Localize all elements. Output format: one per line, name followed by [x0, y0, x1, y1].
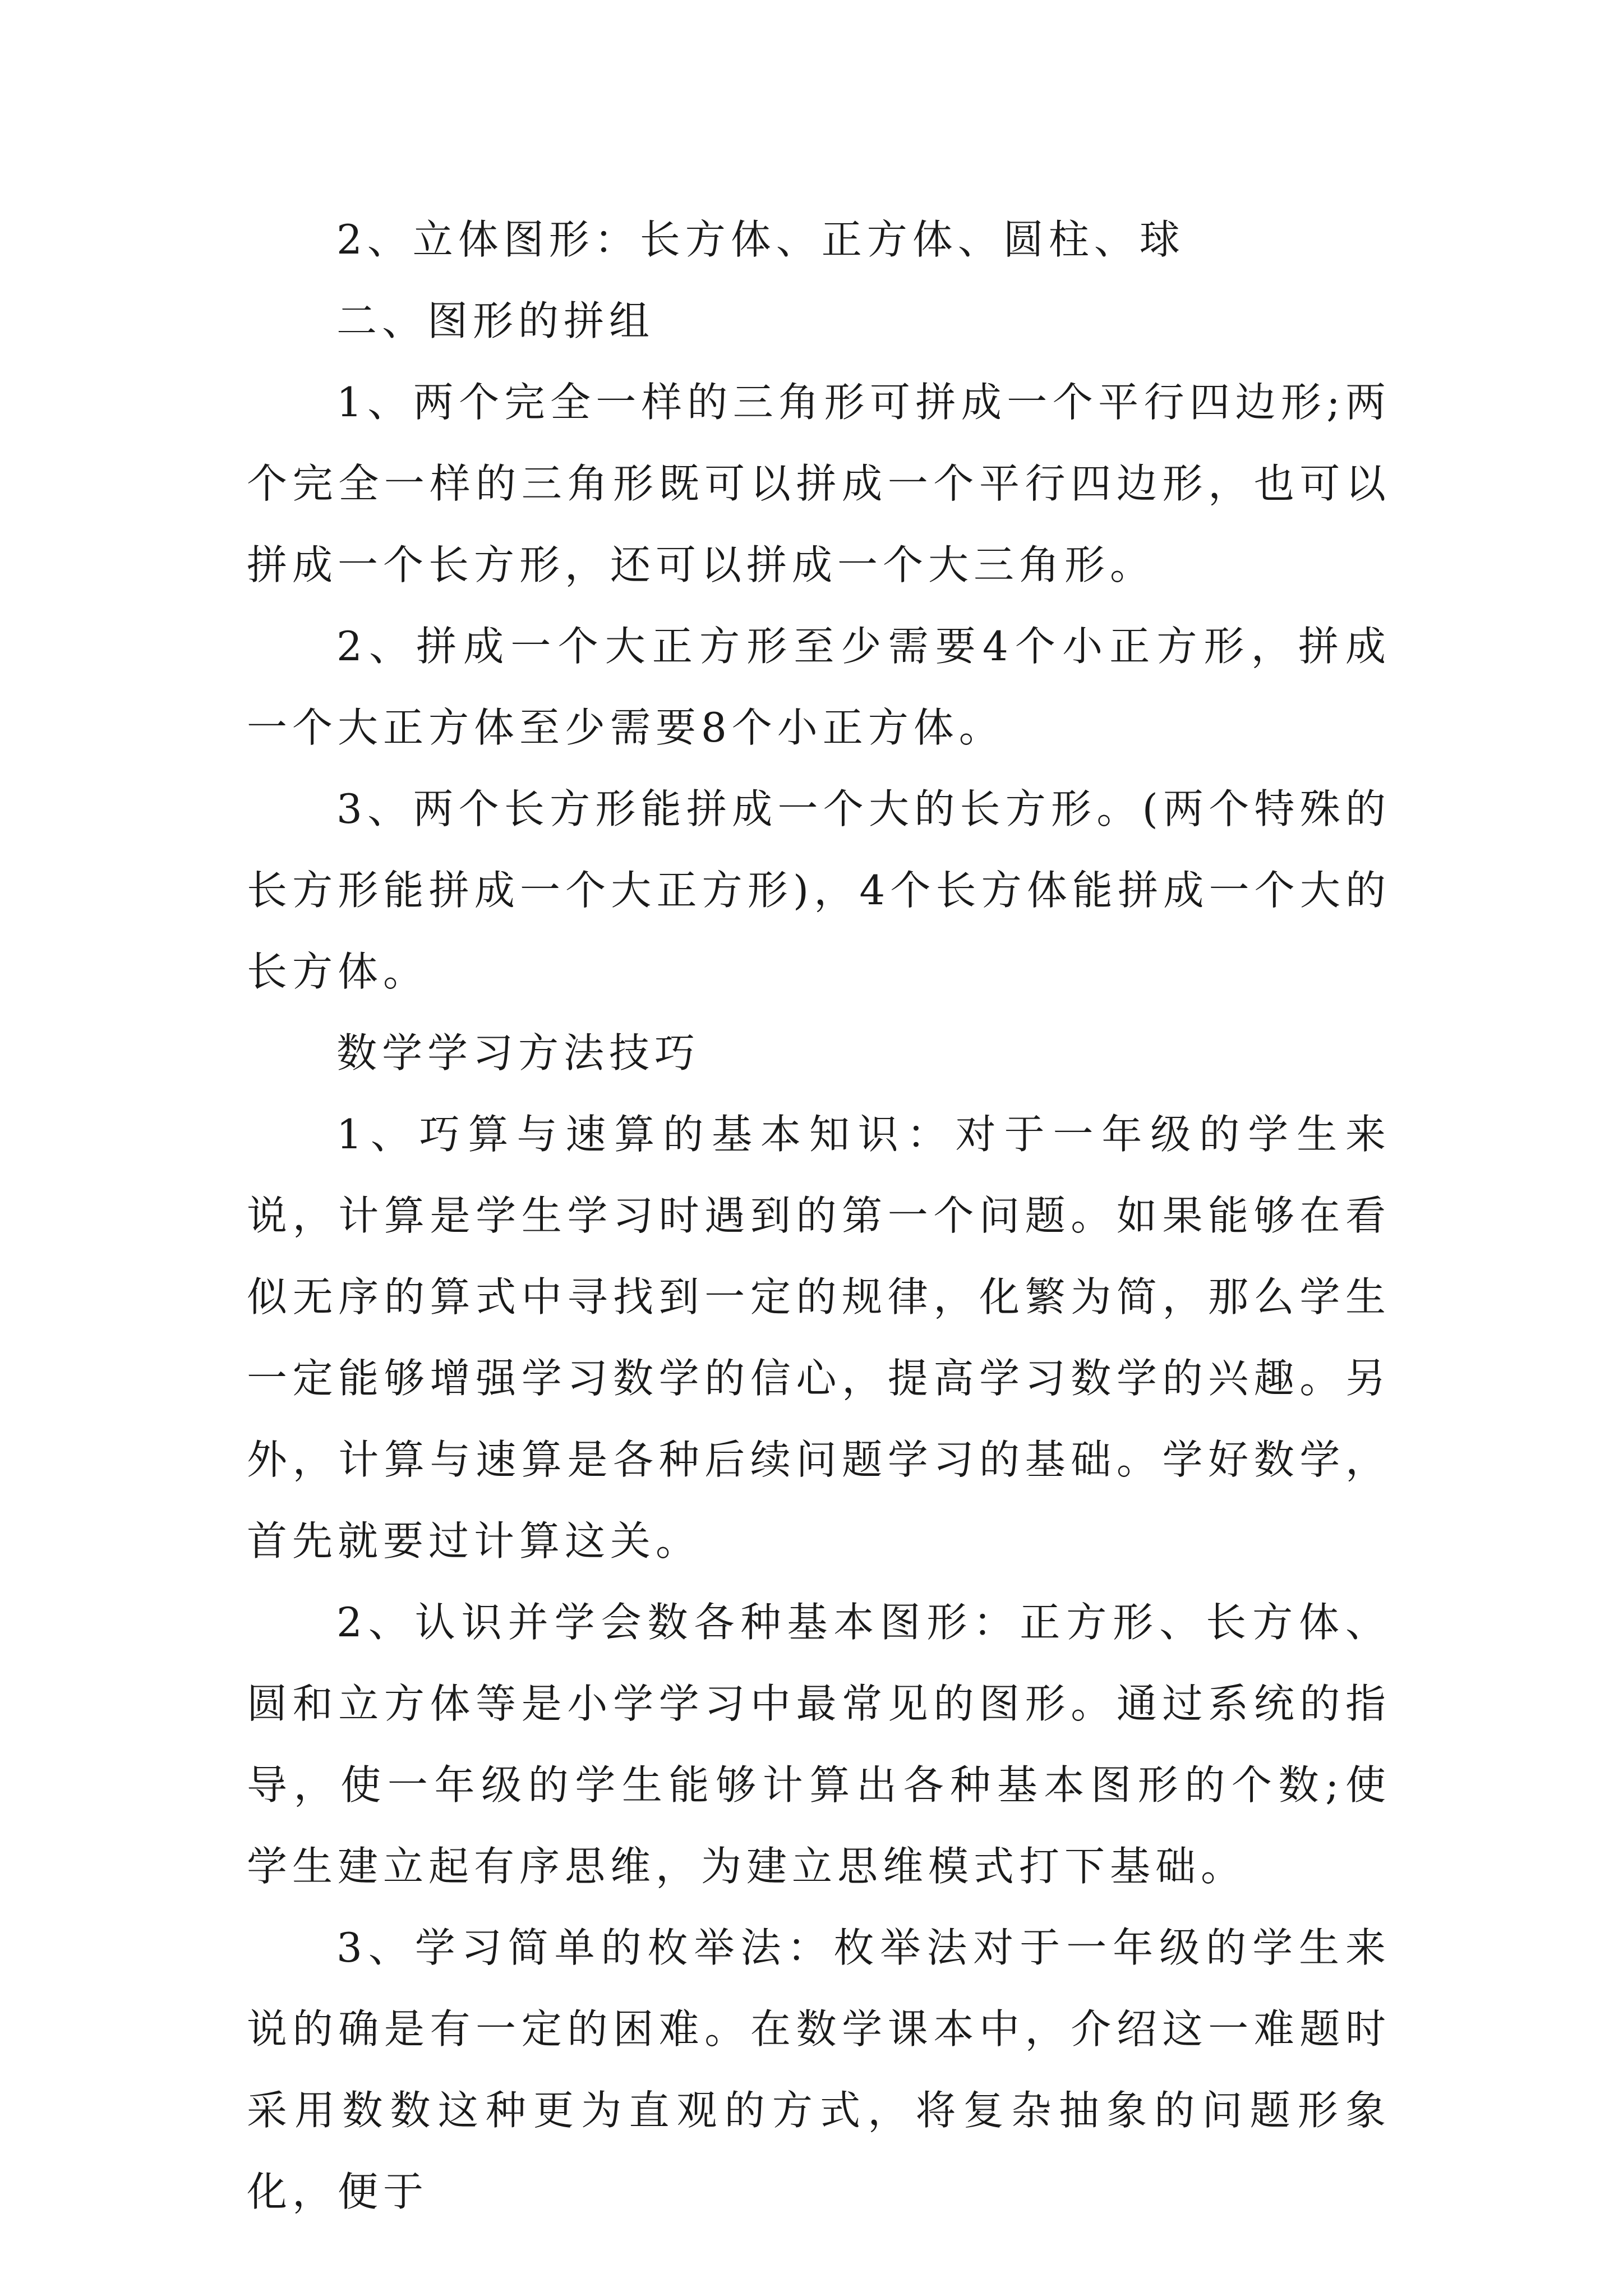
- section-heading-methods: 数学学习方法技巧: [336, 1029, 700, 1076]
- section-heading-combination: 二、图形的拼组: [336, 297, 655, 344]
- paragraph-solid-shapes: 2、立体图形：长方体、正方体、圆柱、球: [336, 216, 1185, 263]
- paragraph-enumeration: 3、学习简单的枚举法：枚举法对于一年级的学生来说的确是有一定的困难。在数学课本中，介绍这一难题时采用数数这种更为直观的方式，将复杂抽象的问题形象化，便于: [247, 1924, 1391, 2215]
- paragraph-rectangles: 3、两个长方形能拼成一个大的长方形。(两个特殊的长方形能拼成一个大正方形)，4个长方体能拼成一个大的长方体。: [247, 785, 1391, 995]
- document-body: [247, 199, 1391, 2233]
- paragraph-basic-shapes: 2、认识并学会数各种基本图形：正方形、长方体、圆和立方体等是小学学习中最常见的图形。通过系统的指导，使一年级的学生能够计算出各种基本图形的个数;使学生建立起有序思维，为建立思维模式打下基础。: [247, 1599, 1391, 1890]
- paragraph-quick-calculation: 1、巧算与速算的基本知识：对于一年级的学生来说，计算是学生学习时遇到的第一个问题。如果能够在看似无序的算式中寻找到一定的规律，化繁为简，那么学生一定能够增强学习数学的信心，提高学习数学的兴趣。另外，计算与速算是各种后续问题学习的基础。学好数学，首先就要过计算这关。: [247, 1111, 1391, 1565]
- paragraph-squares: 2、拼成一个大正方形至少需要4个小正方形，拼成一个大正方体至少需要8个小正方体。: [247, 623, 1391, 751]
- paragraph-triangles: 1、两个完全一样的三角形可拼成一个平行四边形;两个完全一样的三角形既可以拼成一个平行四边形，也可以拼成一个长方形，还可以拼成一个大三角形。: [247, 379, 1391, 588]
